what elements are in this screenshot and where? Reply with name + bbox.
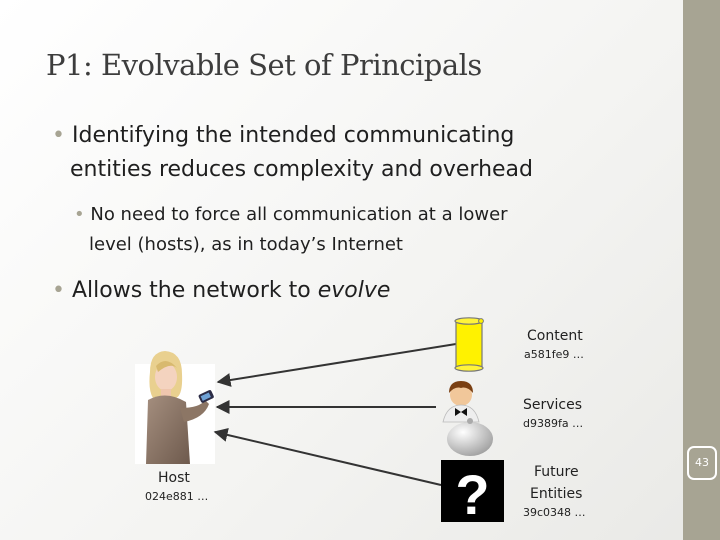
host-id: 024e881 … [145,490,209,503]
future-label-line-1: Future [534,464,579,480]
future-id: 39c0348 … [523,506,586,519]
host-label: Host [158,470,190,486]
bullet-1-line-1: Identifying the intended communicating [71,123,515,148]
bullet-dot: • [52,123,65,148]
bullet-dot: • [74,204,85,225]
sub-bullet-line-1: No need to force all communication at a lower [90,204,508,225]
sub-bullet-line-2: level (hosts), as in today’s Internet [89,234,403,255]
scroll-icon [455,318,483,371]
bullet-2-prefix: Allows the network to [71,278,318,303]
butler-icon [443,381,493,456]
content-id: a581fe9 … [524,348,584,361]
arrow-to-future [215,432,441,485]
bullet-2-emphasis: evolve [317,278,391,303]
slide-title: P1: Evolvable Set of Principals [46,48,482,82]
bullet-dot: • [52,278,65,303]
arrow-to-content [218,344,456,382]
future-label-line-2: Entities [530,486,583,502]
question-mark-icon [441,460,504,526]
services-id: d9389fa … [523,417,584,430]
page-number-badge: 43 [687,446,717,480]
question-mark-glyph: ? [455,463,490,526]
bullet-1-line-2: entities reduces complexity and overhead [70,157,533,182]
services-label: Services [523,397,583,413]
content-label: Content [527,328,583,344]
person-with-phone-icon [135,351,215,464]
